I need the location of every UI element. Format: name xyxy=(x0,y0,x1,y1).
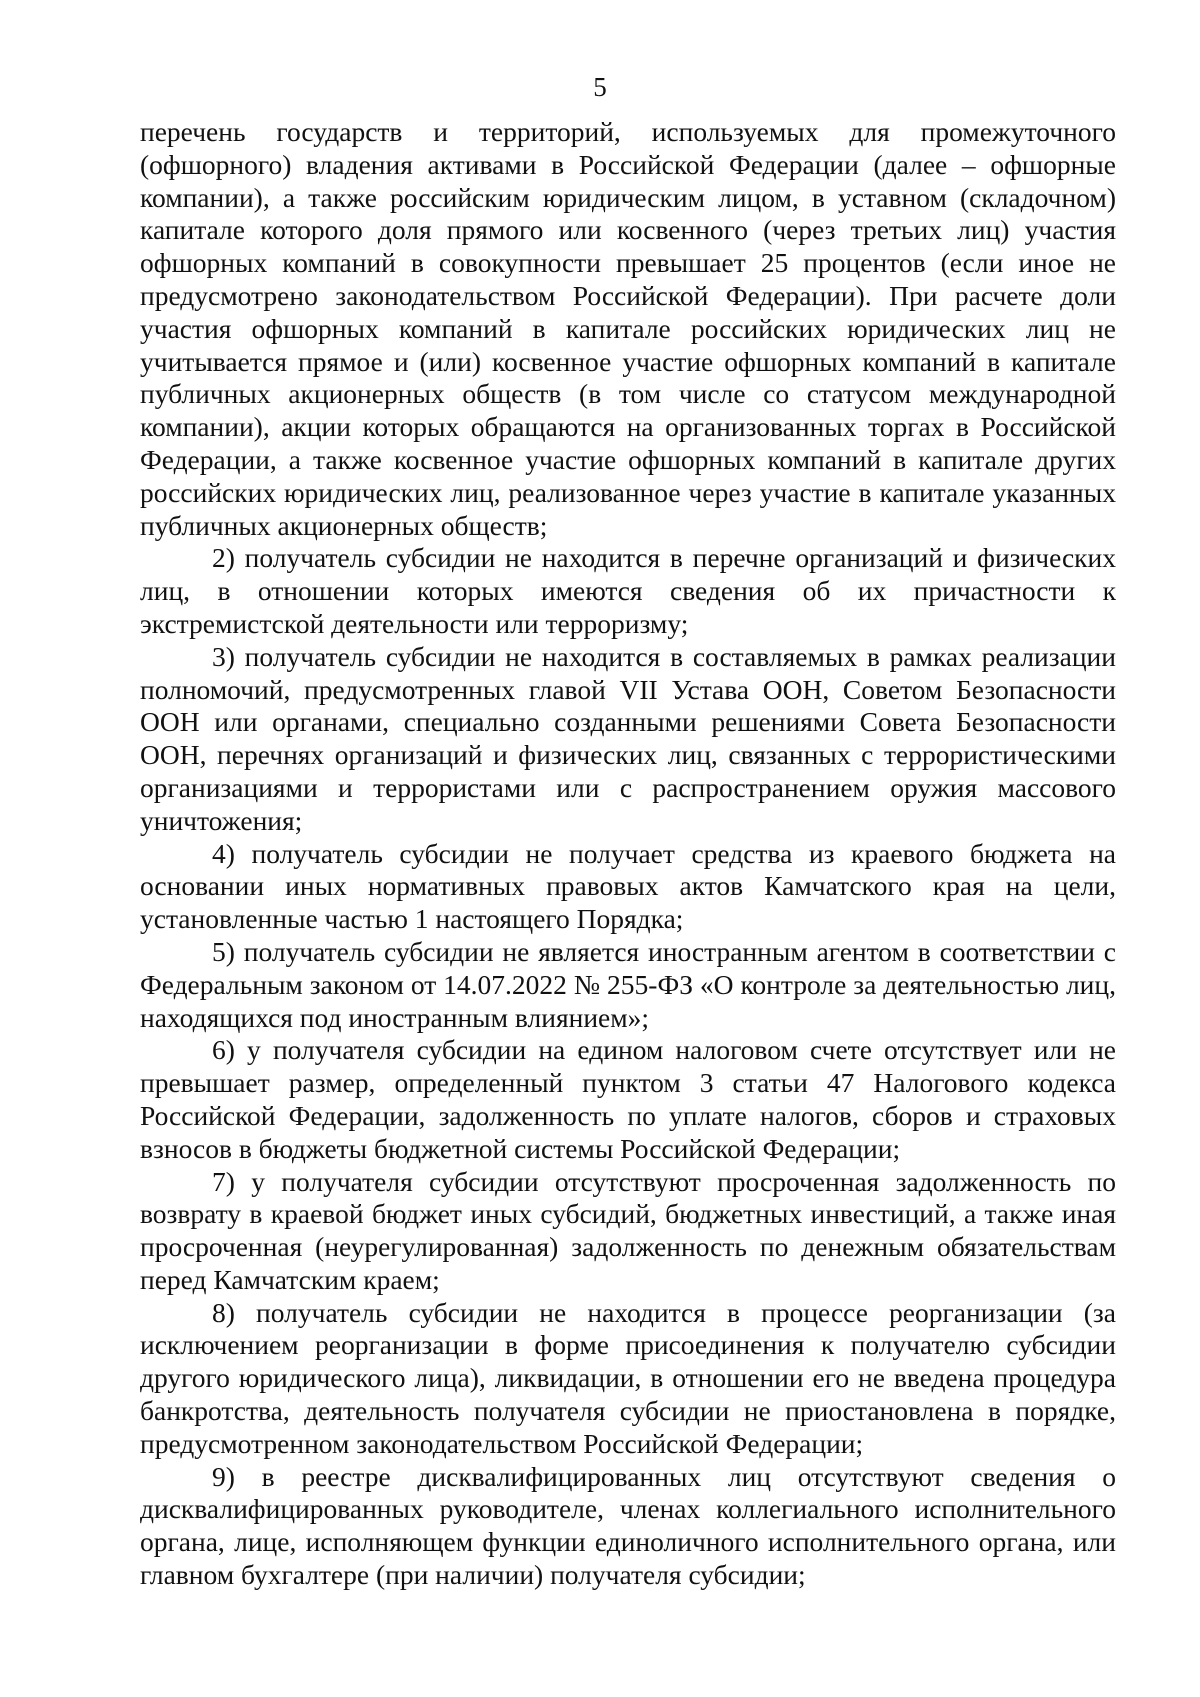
paragraph-item-2: 2) получатель субсидии не находится в перечне организаций и физических лиц, в отношении которых имеются сведения об их причастности к экстремистской деятельности или терроризму; xyxy=(140,542,1116,639)
paragraph-item-6: 6) у получателя субсидии на едином налоговом счете отсутствует или не превышает размер, определенный пунктом 3 статьи 47 Налогового кодекса Российской Федерации, задолженность по уплате налогов, сборов и страховых взносов в бюджеты бюджетной системы Российской Федерации; xyxy=(140,1034,1116,1164)
paragraph-item-4: 4) получатель субсидии не получает средства из краевого бюджета на основании иных нормативных правовых актов Камчатского края на цели, установленные частью 1 настоящего Порядка; xyxy=(140,837,1116,935)
paragraph-item-7: 7) у получателя субсидии отсутствуют просроченная задолженность по возврату в краевой бюджет иных субсидий, бюджетных инвестиций, а также иная просроченная (неурегулированная) задолженность по денежным обязательствам перед Камчатским краем; xyxy=(140,1165,1116,1295)
page-number: 5 xyxy=(593,72,607,102)
paragraph-item-9: 9) в реестре дисквалифицированных лиц отсутствуют сведения о дисквалифицированных руководителе, членах коллегиального исполнительного органа, лице, исполняющем функции единоличного исполнительного органа, или главном бухгалтере (при наличии) получателя субсидии; xyxy=(140,1460,1116,1591)
paragraph-item-8: 8) получатель субсидии не находится в процессе реорганизации (за исключением реорганизации в форме присоединения к получателю субсидии другого юридического лица), ликвидации, в отношении его не введена процедура банкротства, деятельность получателя субсидии не приостановлена в порядке, предусмотренном законодательством Российской Федерации; xyxy=(140,1296,1116,1459)
paragraph-item-3: 3) получатель субсидии не находится в составляемых в рамках реализации полномочий, предусмотренных главой VII Устава ООН, Советом Безопасности ООН или органами, специально созданными решениями Совета Безопасности ООН, перечнях организаций и физических лиц, связанных с террористическими организациями и террористами или с распространением оружия массового уничтожения; xyxy=(140,640,1116,836)
document-body xyxy=(140,116,1116,1592)
paragraph-item-5: 5) получатель субсидии не является иностранным агентом в соответствии с Федеральным законом от 14.07.2022 № 255-ФЗ «О контроле за деятельностью лиц, находящихся под иностранным влиянием»; xyxy=(140,935,1116,1033)
paragraph-offshore-continuation: перечень государств и территорий, используемых для промежуточного (офшорного) владения активами в Российской Федерации (далее – офшорные компании), а также российским юридическим лицом, в уставном (складочном) капитале которого доля прямого или косвенного (через третьих лиц) участия офшорных компаний в совокупности превышает 25 процентов (если иное не предусмотрено законодательством Российской Федерации). При расчете доли участия офшорных компаний в капитале российских юридических лиц не учитывается прямое и (или) косвенное участие офшорных компаний в капитале публичных акционерных обществ (в том числе со статусом международной компании), акции которых обращаются на организованных торгах в Российской Федерации, а также косвенное участие офшорных компаний в капитале других российских юридических лиц, реализованное через участие в капитале указанных публичных акционерных обществ; xyxy=(140,116,1116,541)
